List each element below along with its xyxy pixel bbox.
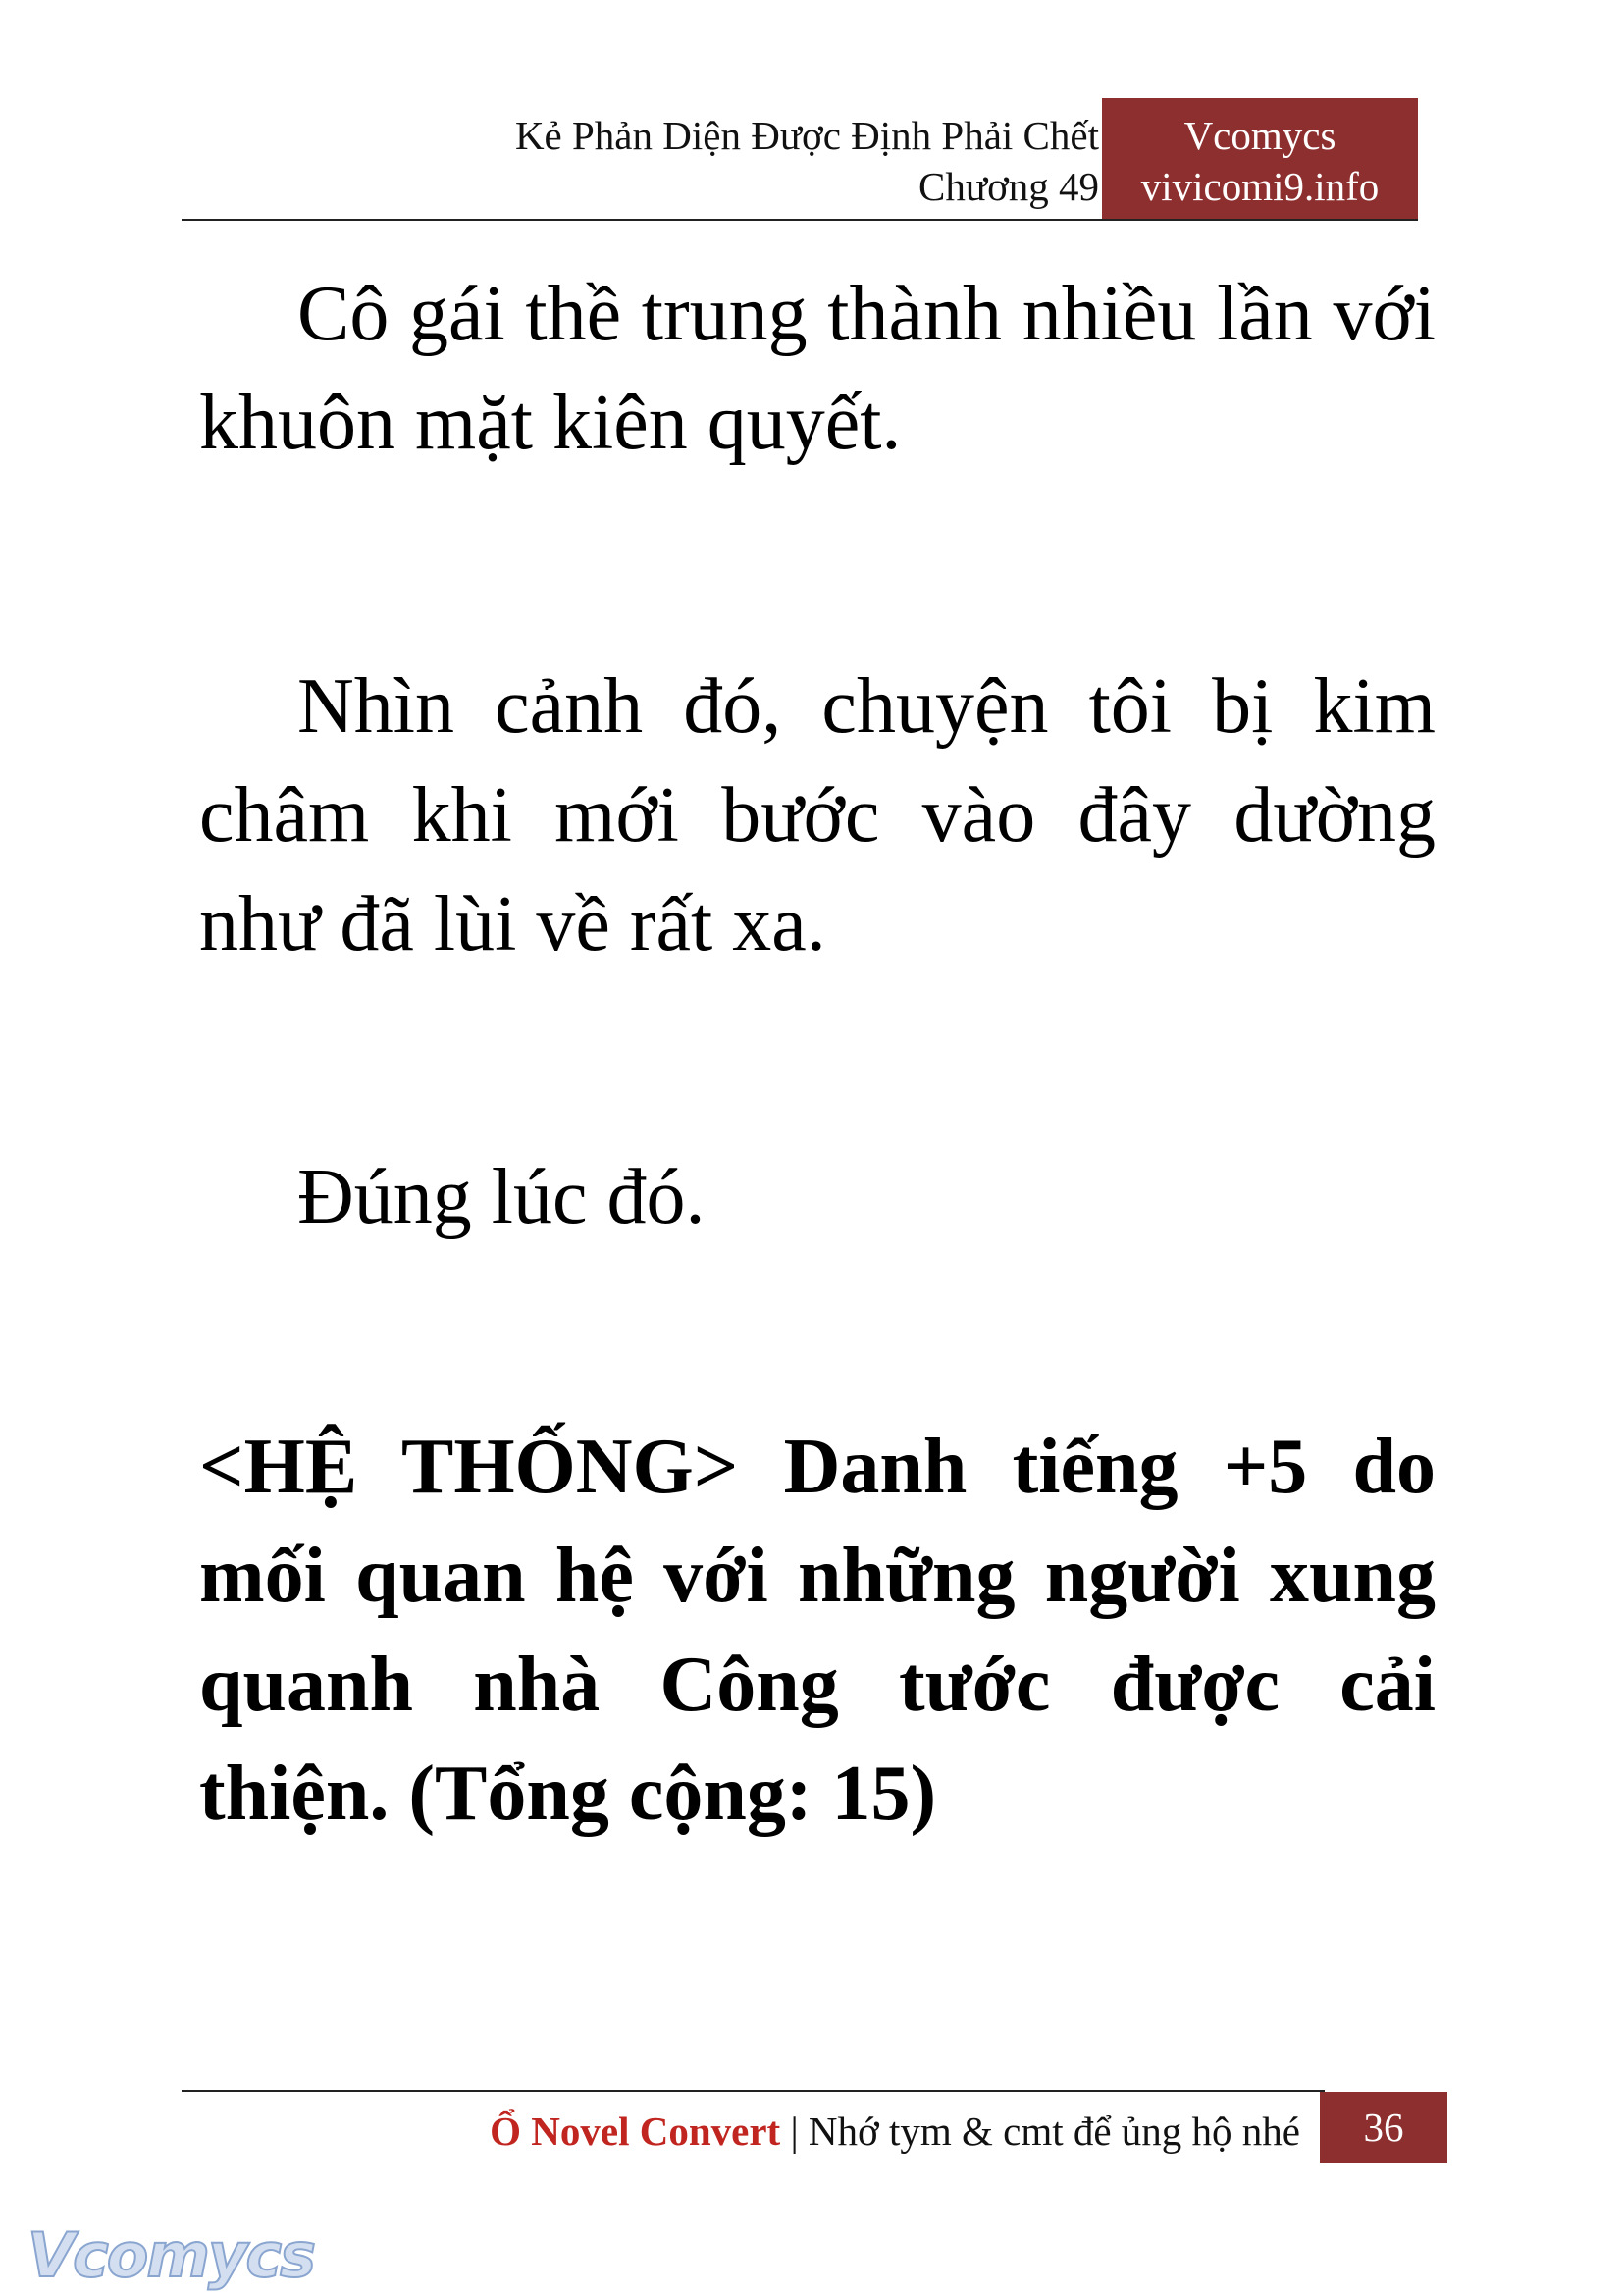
header-brand-box xyxy=(1102,98,1418,220)
header-brand-name: Vcomycs xyxy=(1183,113,1336,158)
watermark-logo: Vcomycs xyxy=(27,2219,315,2291)
paragraph-3: Đúng lúc đó. xyxy=(297,1154,706,1240)
system-message: <HỆ THỐNG> Danh tiếng +5 do mối quan hệ với những người xung quanh nhà Công tước được cải thiện. (Tổng cộng: 15) xyxy=(199,1424,1436,1837)
footer-note: Nhớ tym & cmt để ủng hộ nhé xyxy=(808,2109,1300,2154)
footer-brand: Ổ Novel Convert xyxy=(490,2109,781,2154)
header-brand-site: vivicomi9.info xyxy=(1140,164,1380,209)
header-divider xyxy=(182,219,1418,221)
paragraph-2: Nhìn cảnh đó, chuyện tôi bị kim châm khi mới bước vào đây dường như đã lùi về rất xa. xyxy=(199,663,1436,967)
header-title-block xyxy=(515,110,1099,212)
chapter-label: Chương 49 xyxy=(918,164,1099,209)
page-number: 36 xyxy=(1320,2092,1447,2163)
book-title: Kẻ Phản Diện Được Định Phải Chết xyxy=(514,113,1099,158)
paragraph-1: Cô gái thề trung thành nhiều lần với khuôn mặt kiên quyết. xyxy=(199,271,1436,466)
footer-separator: | xyxy=(780,2109,809,2154)
page-header xyxy=(182,98,1418,220)
footer-text xyxy=(490,2108,1300,2155)
page-footer xyxy=(182,2092,1447,2163)
